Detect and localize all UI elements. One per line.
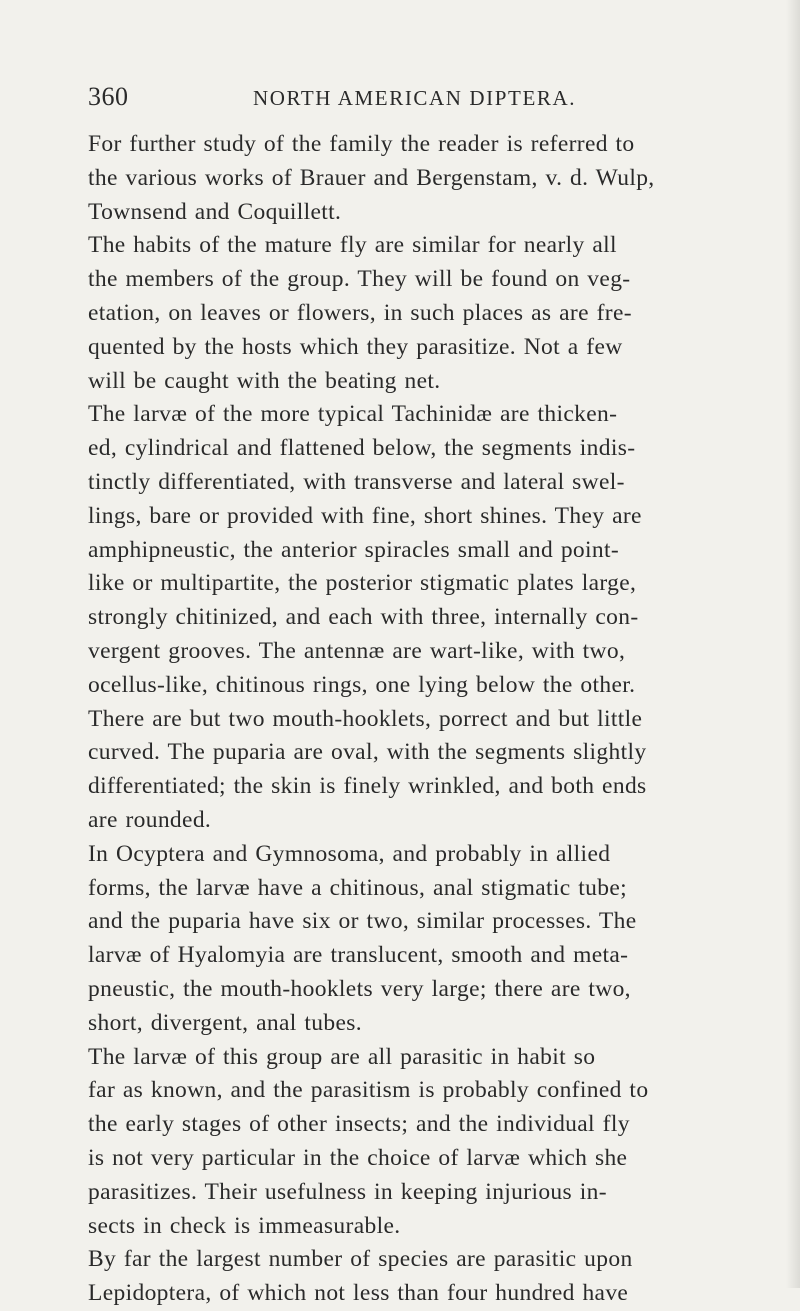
text-line: ed, cylindrical and flattened below, the segments indis- <box>88 435 636 462</box>
text-line: Lepidoptera, of which not less than four hundred have <box>88 1280 629 1307</box>
text-line: are rounded. <box>88 806 212 833</box>
text-line: the early stages of other insects; and the individual fly <box>88 1111 630 1138</box>
text-line: For further study of the family the reader is referred to <box>88 131 635 157</box>
text-line: Townsend and Coquillett. <box>88 198 342 225</box>
text-line: larvæ of Hyalomyia are translucent, smooth and meta- <box>88 942 629 969</box>
text-line: etation, on leaves or flowers, in such places as are fre- <box>88 299 632 326</box>
page-edge-shadow <box>786 0 800 1288</box>
text-line: and the puparia have six or two, similar processes. The <box>88 908 637 935</box>
text-line: will be caught with the beating net. <box>88 367 441 394</box>
text-line: like or multipartite, the posterior stigmatic plates large, <box>88 570 637 597</box>
text-line: differentiated; the skin is finely wrinkled, and both ends <box>88 773 647 800</box>
text-line: strongly chitinized, and each with three, internally con- <box>88 604 639 631</box>
text-line: tinctly differentiated, with transverse and lateral swel- <box>88 468 625 495</box>
text-line: amphipneustic, the anterior spiracles small and point- <box>88 536 620 563</box>
text-line: quented by the hosts which they parasitize. Not a few <box>88 333 623 360</box>
running-title: NORTH AMERICAN DIPTERA. <box>253 86 577 110</box>
text-line: The larvæ of this group are all parasitic in habit so <box>88 1043 596 1070</box>
text-line: parasitizes. Their usefulness in keeping injurious in- <box>88 1178 607 1205</box>
text-line: is not very particular in the choice of larvæ which she <box>88 1144 628 1171</box>
text-line: By far the largest number of species are parasitic upon <box>88 1246 633 1273</box>
text-line: The larvæ of the more typical Tachinidæ are thicken- <box>88 401 618 428</box>
text-line: In Ocyptera and Gymnosoma, and probably in allied <box>88 840 611 867</box>
page-number: 360 <box>88 82 129 111</box>
text-line: pneustic, the mouth-hooklets very large; there are two, <box>88 975 631 1002</box>
text-line: lings, bare or provided with fine, short shines. They are <box>88 502 642 529</box>
body-text <box>88 128 778 1311</box>
text-line: forms, the larvæ have a chitinous, anal stigmatic tube; <box>88 874 627 901</box>
text-line: vergent grooves. The antennæ are wart-like, with two, <box>88 637 626 664</box>
text-line: far as known, and the parasitism is probably confined to <box>88 1077 649 1104</box>
text-line: the members of the group. They will be found on veg- <box>88 266 631 293</box>
text-line: sects in check is immeasurable. <box>88 1212 401 1239</box>
text-line: the various works of Brauer and Bergenstam, v. d. Wulp, <box>88 164 655 191</box>
text-line: short, divergent, anal tubes. <box>88 1009 362 1036</box>
text-line: ocellus-like, chitinous rings, one lying below the other. <box>88 671 636 698</box>
text-line: The habits of the mature fly are similar for nearly all <box>88 232 617 259</box>
text-line: There are but two mouth-hooklets, porrect and but little <box>88 705 643 732</box>
text-line: curved. The puparia are oval, with the segments slightly <box>88 739 647 766</box>
running-head <box>88 82 728 122</box>
